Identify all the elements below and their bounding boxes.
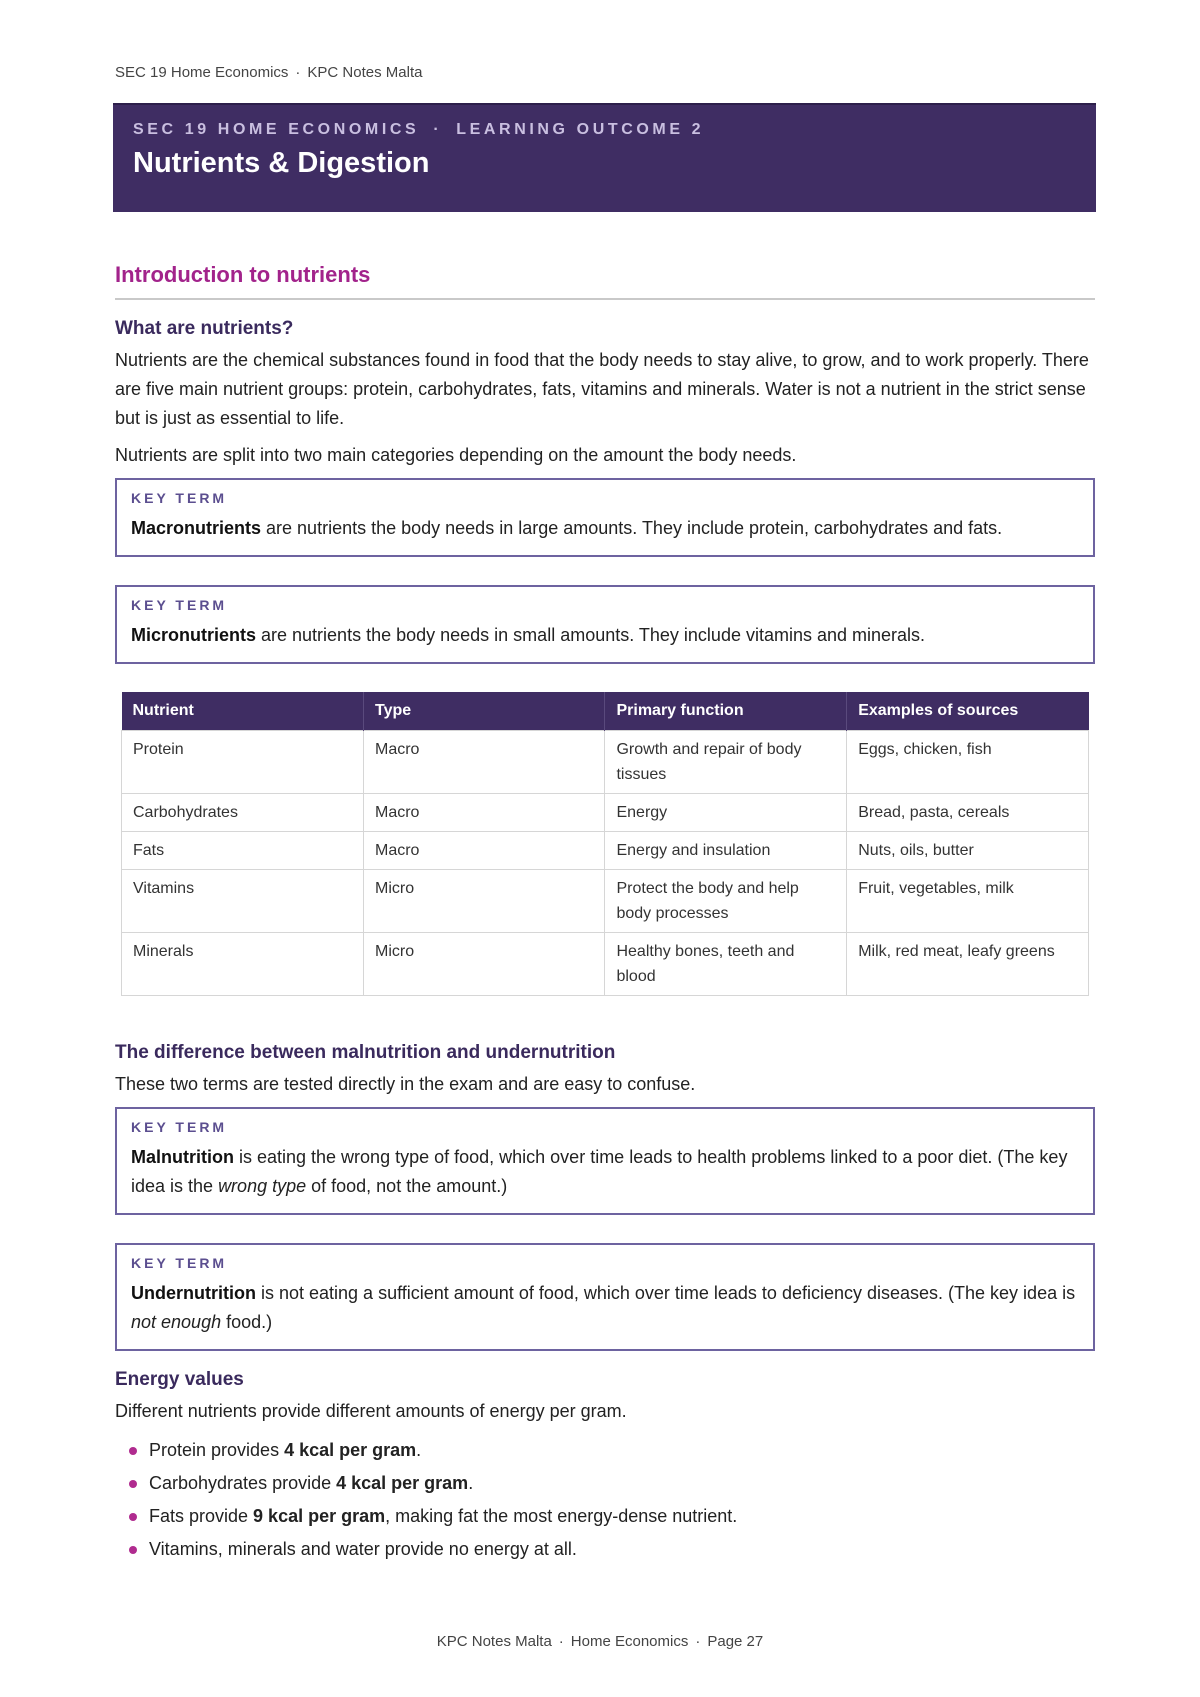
key-term-definition: are nutrients the body needs in small amounts. They include vitamins and minerals. xyxy=(256,625,926,645)
list-item xyxy=(149,1434,1095,1467)
energy-list xyxy=(115,1434,1095,1566)
table-header-row xyxy=(122,692,1089,731)
header-separator: · xyxy=(295,64,301,81)
key-term-box-undernutrition xyxy=(115,1243,1095,1351)
nutrients-categories-paragraph: Nutrients are split into two main categories depending on the amount the body needs. xyxy=(115,445,797,465)
title-banner xyxy=(113,103,1096,212)
list-item-bold: 9 kcal per gram xyxy=(253,1506,386,1526)
key-term-label: KEY TERM xyxy=(131,1255,228,1271)
list-item xyxy=(149,1500,1095,1533)
table-cell: Eggs, chicken, fish xyxy=(847,731,1089,794)
energy-intro: Different nutrients provide different amounts of energy per gram. xyxy=(115,1401,627,1421)
table-cell: Energy xyxy=(605,794,847,832)
key-term-text xyxy=(131,621,1079,650)
energy-values-heading: Energy values xyxy=(115,1369,244,1390)
key-term-label: KEY TERM xyxy=(131,490,228,506)
running-footer xyxy=(0,1633,1200,1650)
footer-publisher: KPC Notes Malta xyxy=(436,1633,552,1650)
key-term-text xyxy=(131,1143,1079,1201)
table-cell: Nuts, oils, butter xyxy=(847,832,1089,870)
column-header-nutrient: Nutrient xyxy=(122,692,364,731)
banner-separator: · xyxy=(433,121,443,138)
list-item xyxy=(149,1467,1095,1500)
table-cell: Macro xyxy=(364,832,605,870)
list-item-text-end: . xyxy=(468,1473,474,1493)
list-item-text: Carbohydrates provide xyxy=(149,1473,337,1493)
table-row xyxy=(122,870,1089,933)
table-cell: Carbohydrates xyxy=(122,794,364,832)
list-item xyxy=(149,1533,1095,1566)
table-cell: Growth and repair of body tissues xyxy=(605,731,847,794)
bullet-icon xyxy=(129,1546,137,1554)
key-term-word: Macronutrients xyxy=(131,518,262,538)
table-row xyxy=(122,933,1089,996)
footer-separator: · xyxy=(558,1633,564,1650)
list-item-bold: 4 kcal per gram xyxy=(336,1473,469,1493)
table-cell: Protein xyxy=(122,731,364,794)
key-term-label: KEY TERM xyxy=(131,597,228,613)
what-are-nutrients-heading: What are nutrients? xyxy=(115,318,294,339)
banner-outcome: LEARNING OUTCOME 2 xyxy=(456,121,705,138)
key-term-emphasis: not enough xyxy=(131,1312,222,1332)
table-cell: Macro xyxy=(364,731,605,794)
key-term-box-macronutrients xyxy=(115,478,1095,557)
table-cell: Macro xyxy=(364,794,605,832)
key-term-emphasis: wrong type xyxy=(218,1176,307,1196)
bullet-icon xyxy=(129,1513,137,1521)
key-term-definition-end: food.) xyxy=(221,1312,273,1332)
running-header xyxy=(115,64,422,81)
header-publisher: KPC Notes Malta xyxy=(307,64,423,81)
nutrients-definition-paragraph: Nutrients are the chemical substances found in food that the body needs to stay alive, to grow, and to work properly. There are five main nutrient groups: protein, carbohydrates, fats, vitamins and minerals. Water is not a nutrient in the strict sense but is just as essential to life. xyxy=(115,350,1089,428)
bullet-icon xyxy=(129,1480,137,1488)
header-doc-title: SEC 19 Home Economics xyxy=(115,64,289,81)
banner-eyebrow xyxy=(133,121,1076,139)
page-title: Nutrients & Digestion xyxy=(133,147,430,179)
key-term-word: Malnutrition xyxy=(131,1147,234,1167)
section-heading: Introduction to nutrients xyxy=(115,262,1095,300)
list-item-text-end: . xyxy=(416,1440,422,1460)
footer-subject: Home Economics xyxy=(570,1633,689,1650)
list-item-text: Fats provide xyxy=(149,1506,254,1526)
list-item-text: Vitamins, minerals and water provide no energy at all. xyxy=(149,1539,577,1559)
column-header-function: Primary function xyxy=(605,692,847,731)
key-term-word: Micronutrients xyxy=(131,625,257,645)
list-item-text-end: , making fat the most energy-dense nutrient. xyxy=(385,1506,738,1526)
footer-separator: · xyxy=(695,1633,701,1650)
table-row xyxy=(122,832,1089,870)
table-cell: Fats xyxy=(122,832,364,870)
table-cell: Minerals xyxy=(122,933,364,996)
list-item-bold: 4 kcal per gram xyxy=(284,1440,417,1460)
nutrient-table xyxy=(121,692,1089,996)
table-cell: Micro xyxy=(364,870,605,933)
key-term-definition: is not eating a sufficient amount of food, which over time leads to deficiency diseases. (The key idea is xyxy=(255,1283,1076,1303)
table-row xyxy=(122,731,1089,794)
column-header-sources: Examples of sources xyxy=(847,692,1089,731)
key-term-box-micronutrients xyxy=(115,585,1095,664)
list-item-text: Protein provides xyxy=(149,1440,285,1460)
key-term-definition: is eating the wrong type of food, which over time leads to health problems linked to a poor diet. (The key idea is the xyxy=(131,1147,1068,1196)
key-term-label: KEY TERM xyxy=(131,1119,228,1135)
malnutrition-heading: The difference between malnutrition and undernutrition xyxy=(115,1042,616,1063)
table-row xyxy=(122,794,1089,832)
table-cell: Micro xyxy=(364,933,605,996)
key-term-definition-end: of food, not the amount.) xyxy=(306,1176,508,1196)
key-term-word: Undernutrition xyxy=(131,1283,256,1303)
table-cell: Fruit, vegetables, milk xyxy=(847,870,1089,933)
column-header-type: Type xyxy=(364,692,605,731)
main-content xyxy=(115,262,1095,1566)
banner-subject: SEC 19 HOME ECONOMICS xyxy=(133,121,420,138)
table-cell: Bread, pasta, cereals xyxy=(847,794,1089,832)
malnutrition-intro: These two terms are tested directly in the exam and are easy to confuse. xyxy=(115,1074,696,1094)
page-number: Page 27 xyxy=(707,1633,764,1650)
key-term-text xyxy=(131,514,1079,543)
bullet-icon xyxy=(129,1447,137,1455)
key-term-definition: are nutrients the body needs in large amounts. They include protein, carbohydrates and fats. xyxy=(261,518,1003,538)
table-cell: Energy and insulation xyxy=(605,832,847,870)
key-term-text xyxy=(131,1279,1079,1337)
key-term-box-malnutrition xyxy=(115,1107,1095,1215)
table-cell: Healthy bones, teeth and blood xyxy=(605,933,847,996)
table-cell: Vitamins xyxy=(122,870,364,933)
table-cell: Protect the body and help body processes xyxy=(605,870,847,933)
table-cell: Milk, red meat, leafy greens xyxy=(847,933,1089,996)
